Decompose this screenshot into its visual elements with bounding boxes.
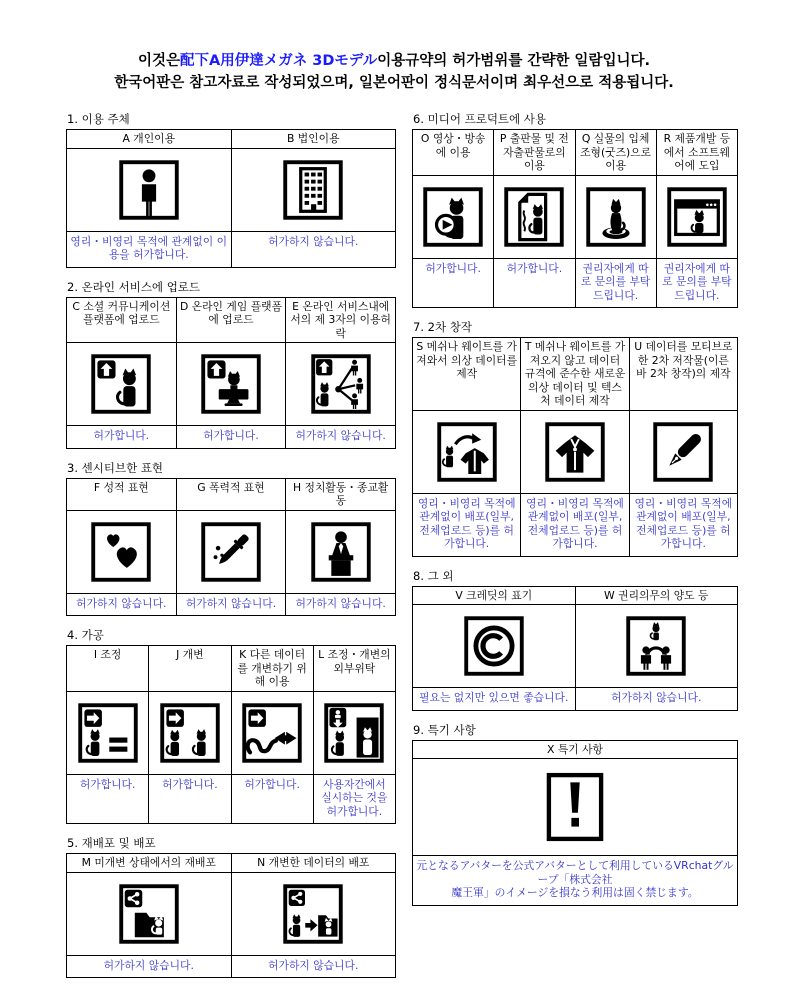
permission-text-M: 허가하지 않습니다. [67, 955, 232, 978]
permission-text-Q: 권리자에게 따로 문의를 부탁드립니다. [575, 258, 656, 308]
permission-text-H: 허가하지 않습니다. [286, 593, 396, 616]
permission-text-T: 영리・비영리 목적에 관계없이 배포(일부, 전체업로드 등)를 허가합니다. [521, 493, 629, 556]
cell-header-M: M 미개변 상태에서의 재배포 [67, 854, 232, 873]
icon-cell-I [67, 691, 149, 774]
icon-cell-C [67, 343, 177, 426]
cell-header-U: U 데이터를 모티브로 한 2차 저작물(이른바 2차 창작)의 제작 [629, 338, 737, 411]
distribute-modified-icon [282, 883, 344, 945]
section-title: 2. 온라인 서비스에 업로드 [67, 279, 201, 294]
section-online-upload [66, 280, 396, 449]
permission-text-A: 영리・비영리 목적에 관계없이 이용을 허가합니다. [67, 231, 232, 267]
permission-text-F: 허가하지 않습니다. [67, 593, 177, 616]
knife-icon [200, 521, 262, 583]
permission-text-V: 필요는 없지만 있으면 좋습니다. [413, 688, 576, 711]
title-prefix: 이것은 [138, 53, 181, 69]
permission-text-R: 권리자에게 따로 문의를 부탁드립니다. [656, 258, 737, 308]
modify-icon [159, 702, 221, 764]
permission-text-X [413, 856, 738, 906]
permission-text-S: 영리・비영리 목적에 관계없이 배포(일부, 전체업로드 등)를 허가합니다. [413, 493, 521, 556]
icon-cell-J [149, 691, 231, 774]
hearts-icon [90, 521, 152, 583]
cell-header-D: D 온라인 게임 플랫폼에 업로드 [176, 297, 286, 343]
permission-table [66, 129, 396, 268]
cell-header-H: H 정치활동・종교활동 [286, 478, 396, 510]
rights-transfer-icon [625, 615, 687, 677]
permission-text-G: 허가하지 않습니다. [176, 593, 286, 616]
icon-cell-T [521, 410, 629, 493]
cell-header-X: X 특기 사항 [413, 740, 738, 759]
exclamation-icon [546, 771, 604, 843]
page-title-line1 [0, 50, 788, 72]
section-sensitive-expression [66, 461, 396, 617]
icon-cell-P [494, 175, 575, 258]
cell-header-A: A 개인이용 [67, 130, 232, 149]
permission-text-C: 허가합니다. [67, 426, 177, 449]
cell-header-G: G 폭력적 표현 [176, 478, 286, 510]
section-title: 5. 재배포 및 배포 [67, 836, 156, 850]
section-processing [66, 628, 396, 824]
permission-table [412, 740, 738, 906]
publication-icon [503, 186, 565, 248]
section-title: 1. 이용 주체 [67, 112, 130, 126]
permission-table [66, 853, 396, 978]
software-window-icon [666, 186, 728, 248]
section-other [412, 569, 738, 711]
icon-cell-H [286, 510, 396, 593]
cell-header-L: L 조정・개변의 외부위탁 [313, 646, 395, 692]
permission-table [66, 478, 396, 617]
permission-table [412, 586, 738, 711]
costume-from-mesh-icon [436, 421, 498, 483]
icon-cell-R [656, 175, 737, 258]
page-title [0, 50, 788, 94]
icon-cell-U [629, 410, 737, 493]
permission-text-U: 영리・비영리 목적에 관계없이 배포(일부, 전체업로드 등)를 허가합니다. [629, 493, 737, 556]
upload-game-platform-icon [200, 353, 262, 415]
new-costume-icon [544, 421, 606, 483]
podium-speech-icon [310, 521, 372, 583]
building-icon [282, 159, 344, 221]
cell-header-E: E 온라인 서비스내에서의 제 3자의 이용허락 [286, 297, 396, 343]
section-title: 6. 미디어 프로덕트에 사용 [413, 112, 547, 126]
cell-header-W: W 권리의무의 양도 등 [575, 586, 738, 605]
icon-cell-M [67, 872, 232, 955]
icon-cell-V [413, 605, 576, 688]
page-title-line2: 한국어판은 참고자료로 작성되었으며, 일본어판이 정식문서이며 최우선으로 적용됩니다. [114, 75, 674, 91]
section-title: 3. 센시티브한 표현 [67, 460, 164, 475]
permission-text-W: 허가하지 않습니다. [575, 688, 738, 711]
permission-text-J: 허가합니다. [149, 774, 231, 824]
right-column [412, 112, 738, 918]
icon-cell-D [176, 343, 286, 426]
video-broadcast-icon [422, 186, 484, 248]
permission-text-P: 허가합니다. [494, 258, 575, 308]
special-note-line2: 魔王軍」のイメージを損なう利用は固く禁じます。 [451, 886, 699, 899]
permission-text-B: 허가하지 않습니다. [231, 231, 396, 267]
cell-header-Q: Q 실물의 입체조형(굿즈)으로 이용 [575, 130, 656, 176]
icon-cell-O [413, 175, 494, 258]
permission-text-E: 허가하지 않습니다. [286, 426, 396, 449]
permission-text-D: 허가합니다. [176, 426, 286, 449]
icon-cell-N [231, 872, 396, 955]
cell-header-O: O 영상・방송에 이용 [413, 130, 494, 176]
section-redistribution [66, 836, 396, 978]
cell-header-T: T 메쉬나 웨이트를 가져오지 않고 데이터 규격에 준수한 새로운 의상 데이터 및 텍스처 데이터 제작 [521, 338, 629, 411]
cell-header-S: S 메쉬나 웨이트를 가져와서 의상 데이터를 제작 [413, 338, 521, 411]
section-title: 8. 그 외 [413, 568, 454, 583]
cell-header-J: J 개변 [149, 646, 231, 692]
icon-cell-Q [575, 175, 656, 258]
cell-header-P: P 출판물 및 전자출판물로의 이용 [494, 130, 575, 176]
section-derivative-works [412, 320, 738, 557]
special-note-line1: 元となるアバターを公式アバターとして利用しているVRchatグループ「株式会社 [416, 859, 734, 886]
upload-avatar-icon [90, 353, 152, 415]
title-suffix: 이용규약의 허가범위를 간략한 일람입니다. [377, 53, 650, 69]
icon-cell-B [231, 148, 396, 231]
icon-cell-G [176, 510, 286, 593]
icon-cell-K [231, 691, 313, 774]
left-column [66, 112, 396, 990]
cell-header-V: V 크레딧의 표기 [413, 586, 576, 605]
icon-cell-X [413, 759, 738, 856]
section-usage-subject [66, 112, 396, 268]
adjust-icon [77, 702, 139, 764]
cell-header-I: I 조정 [67, 646, 149, 692]
reuse-parts-icon [241, 702, 303, 764]
section-special-notes [412, 723, 738, 906]
cell-header-N: N 개변한 데이터의 배포 [231, 854, 396, 873]
permission-table [412, 337, 738, 557]
icon-cell-W [575, 605, 738, 688]
section-title: 9. 특기 사항 [413, 722, 476, 737]
permission-text-O: 허가합니다. [413, 258, 494, 308]
permission-text-L: 사용자간에서 실시하는 것을 허가합니다. [313, 774, 395, 824]
icon-cell-L [313, 691, 395, 774]
icon-cell-S [413, 410, 521, 493]
icon-cell-E [286, 343, 396, 426]
permission-text-N: 허가하지 않습니다. [231, 955, 396, 978]
figurine-icon [585, 186, 647, 248]
section-title: 4. 가공 [67, 628, 104, 642]
permission-table [66, 645, 396, 824]
section-media-products [412, 112, 738, 308]
permission-table [412, 129, 738, 308]
icon-cell-F [67, 510, 177, 593]
cell-header-F: F 성적 표현 [67, 478, 177, 510]
cell-header-K: K 다른 데이터를 개변하기 위해 이용 [231, 646, 313, 692]
upload-third-party-share-icon [310, 353, 372, 415]
section-title: 7. 2차 창작 [413, 320, 472, 334]
copyright-icon [463, 615, 525, 677]
title-model-name: 配下A用伊達メガネ 3Dモデル [180, 53, 378, 69]
permission-text-K: 허가합니다. [231, 774, 313, 824]
permission-text-I: 허가합니다. [67, 774, 149, 824]
person-icon [118, 159, 180, 221]
permission-table [66, 297, 396, 449]
fanart-pen-icon [652, 421, 714, 483]
redistribute-icon [118, 883, 180, 945]
cell-header-B: B 법인이용 [231, 130, 396, 149]
cell-header-C: C 소셜 커뮤니케이션 플랫폼에 업로드 [67, 297, 177, 343]
icon-cell-A [67, 148, 232, 231]
outsource-icon [323, 702, 385, 764]
cell-header-R: R 제품개발 등에서 소프트웨어에 도입 [656, 130, 737, 176]
